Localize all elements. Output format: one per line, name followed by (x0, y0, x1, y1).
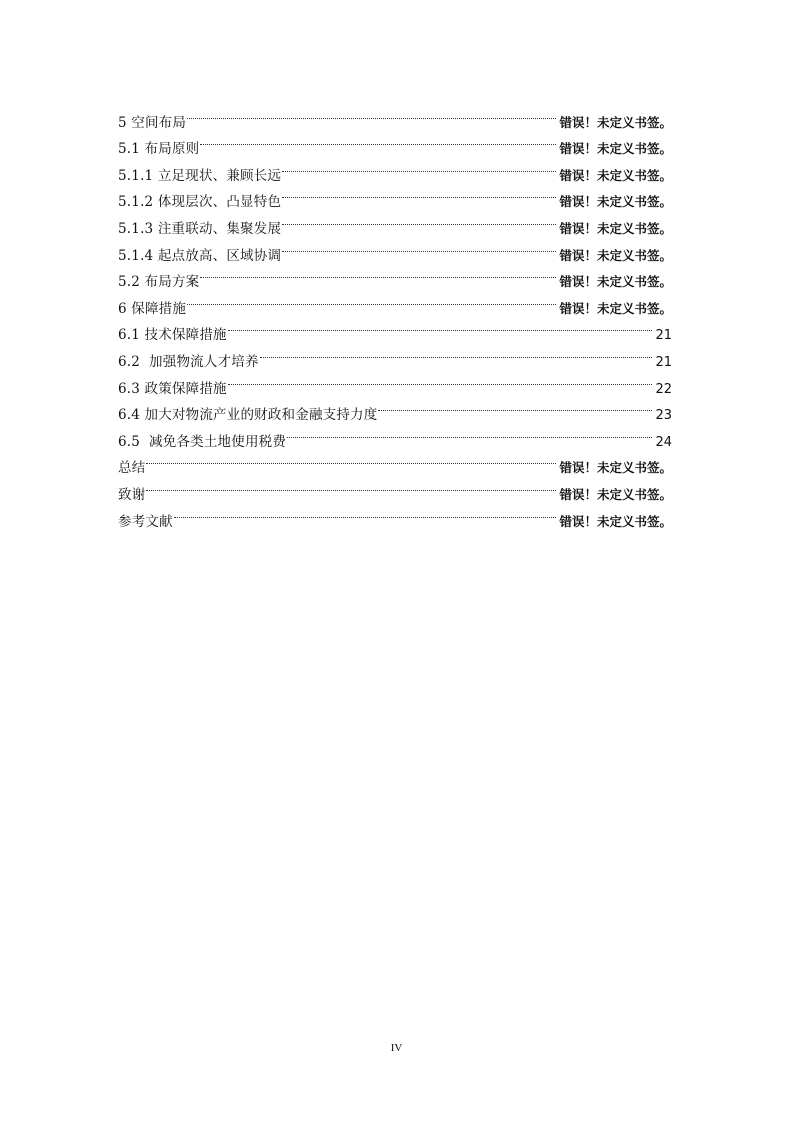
toc-entry-page: 21 (655, 328, 672, 344)
toc-entry[interactable] (118, 100, 672, 131)
toc-dot-leader (186, 286, 558, 313)
toc-dot-leader (199, 127, 558, 154)
toc-entry-page: 错误！未定义书签。 (559, 247, 672, 263)
toc-dot-leader (281, 233, 558, 260)
toc-entry-title: 6.1 技术保障措施 (118, 327, 227, 344)
toc-entry-title: 6.5 减免各类土地使用税费 (118, 433, 287, 450)
toc-dot-leader (259, 339, 655, 366)
toc-dot-leader (281, 153, 558, 180)
toc-entry-page: 错误！未定义书签。 (559, 114, 672, 130)
toc-entry-page: 错误！未定义书签。 (559, 274, 672, 290)
toc-dot-leader (286, 419, 654, 446)
toc-dot-leader (186, 100, 558, 127)
toc-entry-page: 错误！未定义书签。 (559, 220, 672, 236)
toc-entry-title: 6.4 加大对物流产业的财政和金融支持力度 (118, 407, 378, 424)
toc-entry-title: 5.1.1 立足现状、兼顾长远 (118, 167, 282, 184)
toc-entry-title: 5.1.4 起点放高、区域协调 (118, 247, 282, 264)
toc-entry-page: 错误！未定义书签。 (559, 194, 672, 210)
toc-entry-page: 21 (655, 354, 672, 370)
table-of-contents (118, 100, 672, 530)
toc-dot-leader (281, 206, 558, 233)
toc-dot-leader (199, 260, 558, 287)
toc-dot-leader (145, 446, 558, 473)
toc-entry-title: 5.1.3 注重联动、集聚发展 (118, 220, 282, 237)
toc-dot-leader (281, 180, 558, 207)
page-number: IV (390, 1042, 403, 1054)
toc-entry-title: 参考文献 (118, 513, 173, 530)
toc-entry-title: 6.3 政策保障措施 (118, 380, 227, 397)
toc-entry-title: 5.1.2 体现层次、凸显特色 (118, 194, 282, 211)
toc-entry-page: 错误！未定义书签。 (559, 460, 672, 476)
toc-entry[interactable] (118, 446, 672, 477)
toc-entry-title: 5.2 布局方案 (118, 274, 200, 291)
toc-entry-title: 总结 (118, 460, 146, 477)
toc-entry-page: 错误！未定义书签。 (559, 300, 672, 316)
toc-entry-title: 致谢 (118, 486, 146, 503)
toc-entry-page: 错误！未定义书签。 (559, 513, 672, 529)
toc-entry-page: 错误！未定义书签。 (559, 486, 672, 502)
toc-entry-page: 22 (655, 381, 672, 397)
toc-dot-leader (227, 366, 655, 393)
toc-dot-leader (145, 472, 558, 499)
toc-entry-title: 5.1 布局原则 (118, 141, 200, 158)
toc-entry[interactable] (118, 313, 672, 344)
toc-entry-page: 错误！未定义书签。 (559, 141, 672, 157)
toc-entry-page: 23 (655, 408, 672, 424)
toc-entry-page: 错误！未定义书签。 (559, 167, 672, 183)
toc-dot-leader (377, 393, 654, 420)
toc-entry-title: 6.2 加强物流人才培养 (118, 353, 259, 370)
toc-entry-page: 24 (655, 434, 672, 450)
toc-dot-leader (227, 313, 655, 340)
toc-dot-leader (173, 499, 559, 526)
toc-entry-title: 5 空间布局 (118, 114, 187, 131)
toc-entry-title: 6 保障措施 (118, 300, 187, 317)
